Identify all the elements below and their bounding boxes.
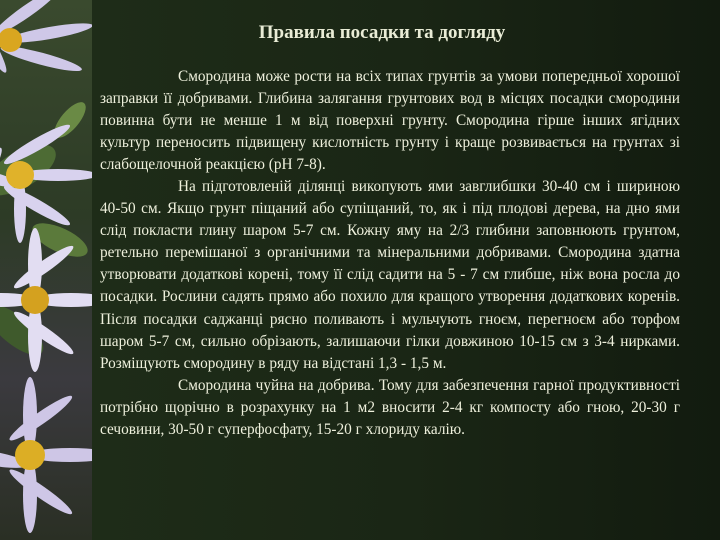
paragraph-soil: Смородина може рости на всіх типах грунтів за умови попередньої хорошої заправки її добривами. Глибина залягання грунтових вод в місцях посадки смородини повинна бути не менше 1 м від поверхні грунту. Смородина гірше інших ягідних культур переносить підвищену кислотність грунту і краще розвивається на грунтах зі слабощелочной реакцією (рН 7-8). — [100, 68, 680, 174]
paragraph-planting: На підготовленій ділянці викопують ями завглибшки 30-40 см і шириною 40-50 см. Якщо грунт піщаний або супіщаний, то, як і під плодові дерева, на дно ями слід покласти глину шаром 5-7 см. Кожну яму на 2/3 глибини заповнюють грунтом, ретельно перемішаної з органічними та мінеральними добривами. Смородина здатна утворювати додаткові корені, тому її слід садити на 5 - 7 см глибше, ніж вона росла до посадки. Рослини садять прямо або похило для кращого утворення додаткових коренів. Після посадки саджанці рясно поливають і мульчують гноєм, перегноєм або торфом шаром 5-7 см, сильно обрізають, залишаючи гілки довжиною 10-15 см з 3-4 нирками. Розміщують смородину в ряду на відстані 1,3 - 1,5 м. — [100, 178, 680, 372]
paragraph-fertilizer: Смородина чуйна на добрива. Тому для забезпечення гарної продуктивності потрібно щорічно в розрахунку на 1 м2 вносити 2-4 кг компосту або гною, 20-30 г сечовини, 30-50 г суперфосфату, 15-20 г хлориду калію. — [100, 376, 680, 438]
flower-photo — [0, 0, 92, 540]
aster-flower — [0, 377, 92, 533]
aster-flower — [0, 0, 92, 86]
slide-body — [100, 66, 680, 441]
slide-title: Правила посадки та догляду — [258, 22, 506, 43]
aster-flowers-image — [0, 0, 92, 540]
